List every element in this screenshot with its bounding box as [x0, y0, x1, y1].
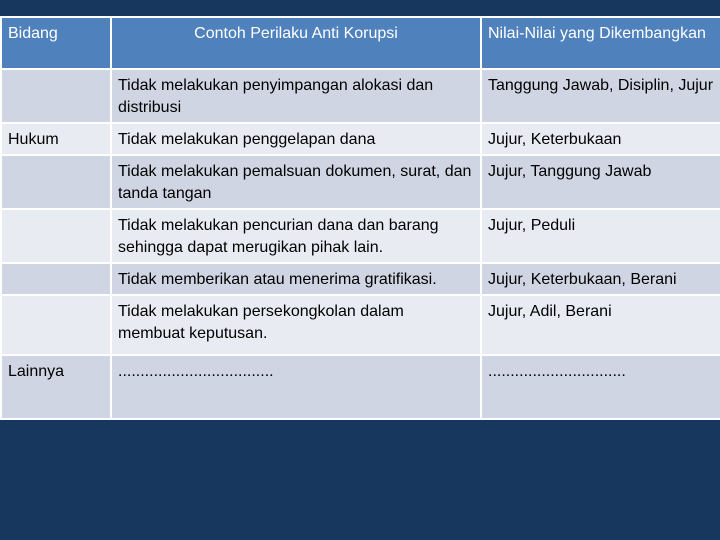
cell-bidang: [1, 209, 111, 263]
table-row: [1, 155, 720, 209]
header-nilai-nilai: Nilai-Nilai yang Dikembangkan: [481, 17, 720, 69]
cell-nilai: Jujur, Adil, Berani: [481, 295, 720, 355]
cell-nilai: Tanggung Jawab, Disiplin, Jujur: [481, 69, 720, 123]
cell-nilai: Jujur, Tanggung Jawab: [481, 155, 720, 209]
cell-bidang: Lainnya: [1, 355, 111, 419]
table-row: [1, 263, 720, 295]
cell-nilai: Jujur, Peduli: [481, 209, 720, 263]
cell-bidang: [1, 295, 111, 355]
cell-perilaku: Tidak melakukan penggelapan dana: [111, 123, 481, 155]
cell-bidang: [1, 263, 111, 295]
table-row: [1, 69, 720, 123]
cell-bidang: [1, 155, 111, 209]
cell-bidang: [1, 69, 111, 123]
cell-bidang: Hukum: [1, 123, 111, 155]
table-row: [1, 123, 720, 155]
cell-perilaku: ...................................: [111, 355, 481, 419]
cell-nilai: Jujur, Keterbukaan, Berani: [481, 263, 720, 295]
cell-perilaku: Tidak memberikan atau menerima gratifikasi.: [111, 263, 481, 295]
table-row: [1, 209, 720, 263]
cell-nilai: ...............................: [481, 355, 720, 419]
cell-perilaku: Tidak melakukan penyimpangan alokasi dan distribusi: [111, 69, 481, 123]
anti-corruption-table: [0, 16, 720, 420]
cell-perilaku: Tidak melakukan persekongkolan dalam membuat keputusan.: [111, 295, 481, 355]
table-header-row: [1, 17, 720, 69]
cell-nilai: Jujur, Keterbukaan: [481, 123, 720, 155]
table-row: [1, 295, 720, 355]
cell-perilaku: Tidak melakukan pencurian dana dan barang sehingga dapat merugikan pihak lain.: [111, 209, 481, 263]
cell-perilaku: Tidak melakukan pemalsuan dokumen, surat, dan tanda tangan: [111, 155, 481, 209]
header-contoh-perilaku: Contoh Perilaku Anti Korupsi: [111, 17, 481, 69]
header-bidang: Bidang: [1, 17, 111, 69]
table-row: [1, 355, 720, 419]
